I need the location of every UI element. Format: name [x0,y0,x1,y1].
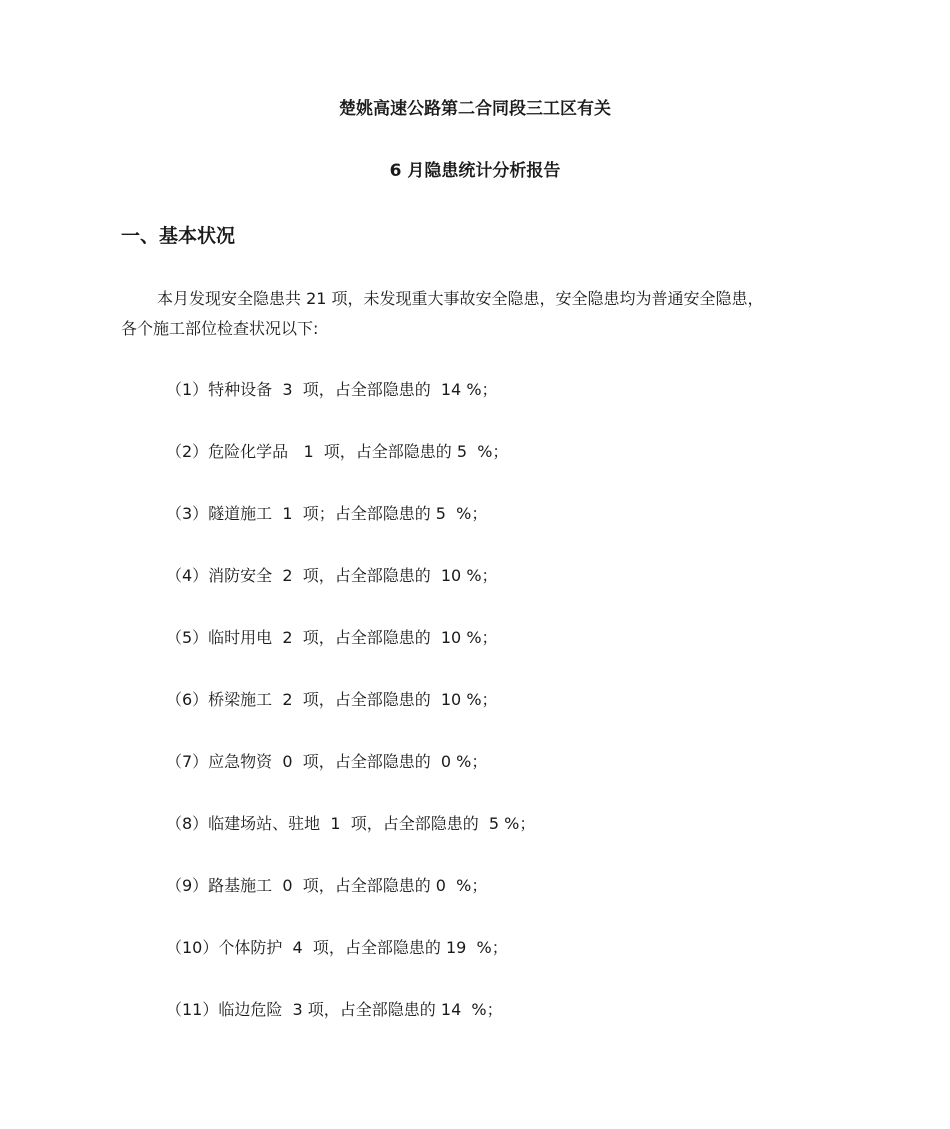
document-title-line1: 楚姚高速公路第二合同段三工区有关 [339,99,611,119]
intro-paragraph [121,284,851,344]
list-item: （1）特种设备 3 项，占全部隐患的 14 %； [166,380,498,399]
intro-line1: 本月发现安全隐患共 21 项，未发现重大事故安全隐患，安全隐患均为普通安全隐患， [157,289,764,308]
list-item: （5）临时用电 2 项，占全部隐患的 10 %； [166,628,498,647]
intro-line2: 各个施工部位检查状况以下: [121,319,319,338]
list-item: （10）个体防护 4 项，占全部隐患的 19 %； [166,938,508,957]
list-item: （11）临边危险 3 项，占全部隐患的 14 %； [166,1000,503,1019]
document-title-line2: 6 月隐患统计分析报告 [389,161,561,181]
list-item: （2）危险化学品 1 项，占全部隐患的 5 %； [166,442,509,461]
hazard-items-list [166,376,535,1058]
list-item: （9）路基施工 0 项，占全部隐患的 0 %； [166,876,488,895]
list-item: （7）应急物资 0 项，占全部隐患的 0 %； [166,752,488,771]
list-item: （6）桥梁施工 2 项，占全部隐患的 10 %； [166,690,498,709]
section-heading-basic-status: 一、基本状况 [121,225,236,247]
list-item: （8）临建场站、驻地 1 项，占全部隐患的 5 %； [166,814,536,833]
list-item: （3）隧道施工 1 项；占全部隐患的 5 %； [166,504,488,523]
list-item: （4）消防安全 2 项，占全部隐患的 10 %； [166,566,498,585]
